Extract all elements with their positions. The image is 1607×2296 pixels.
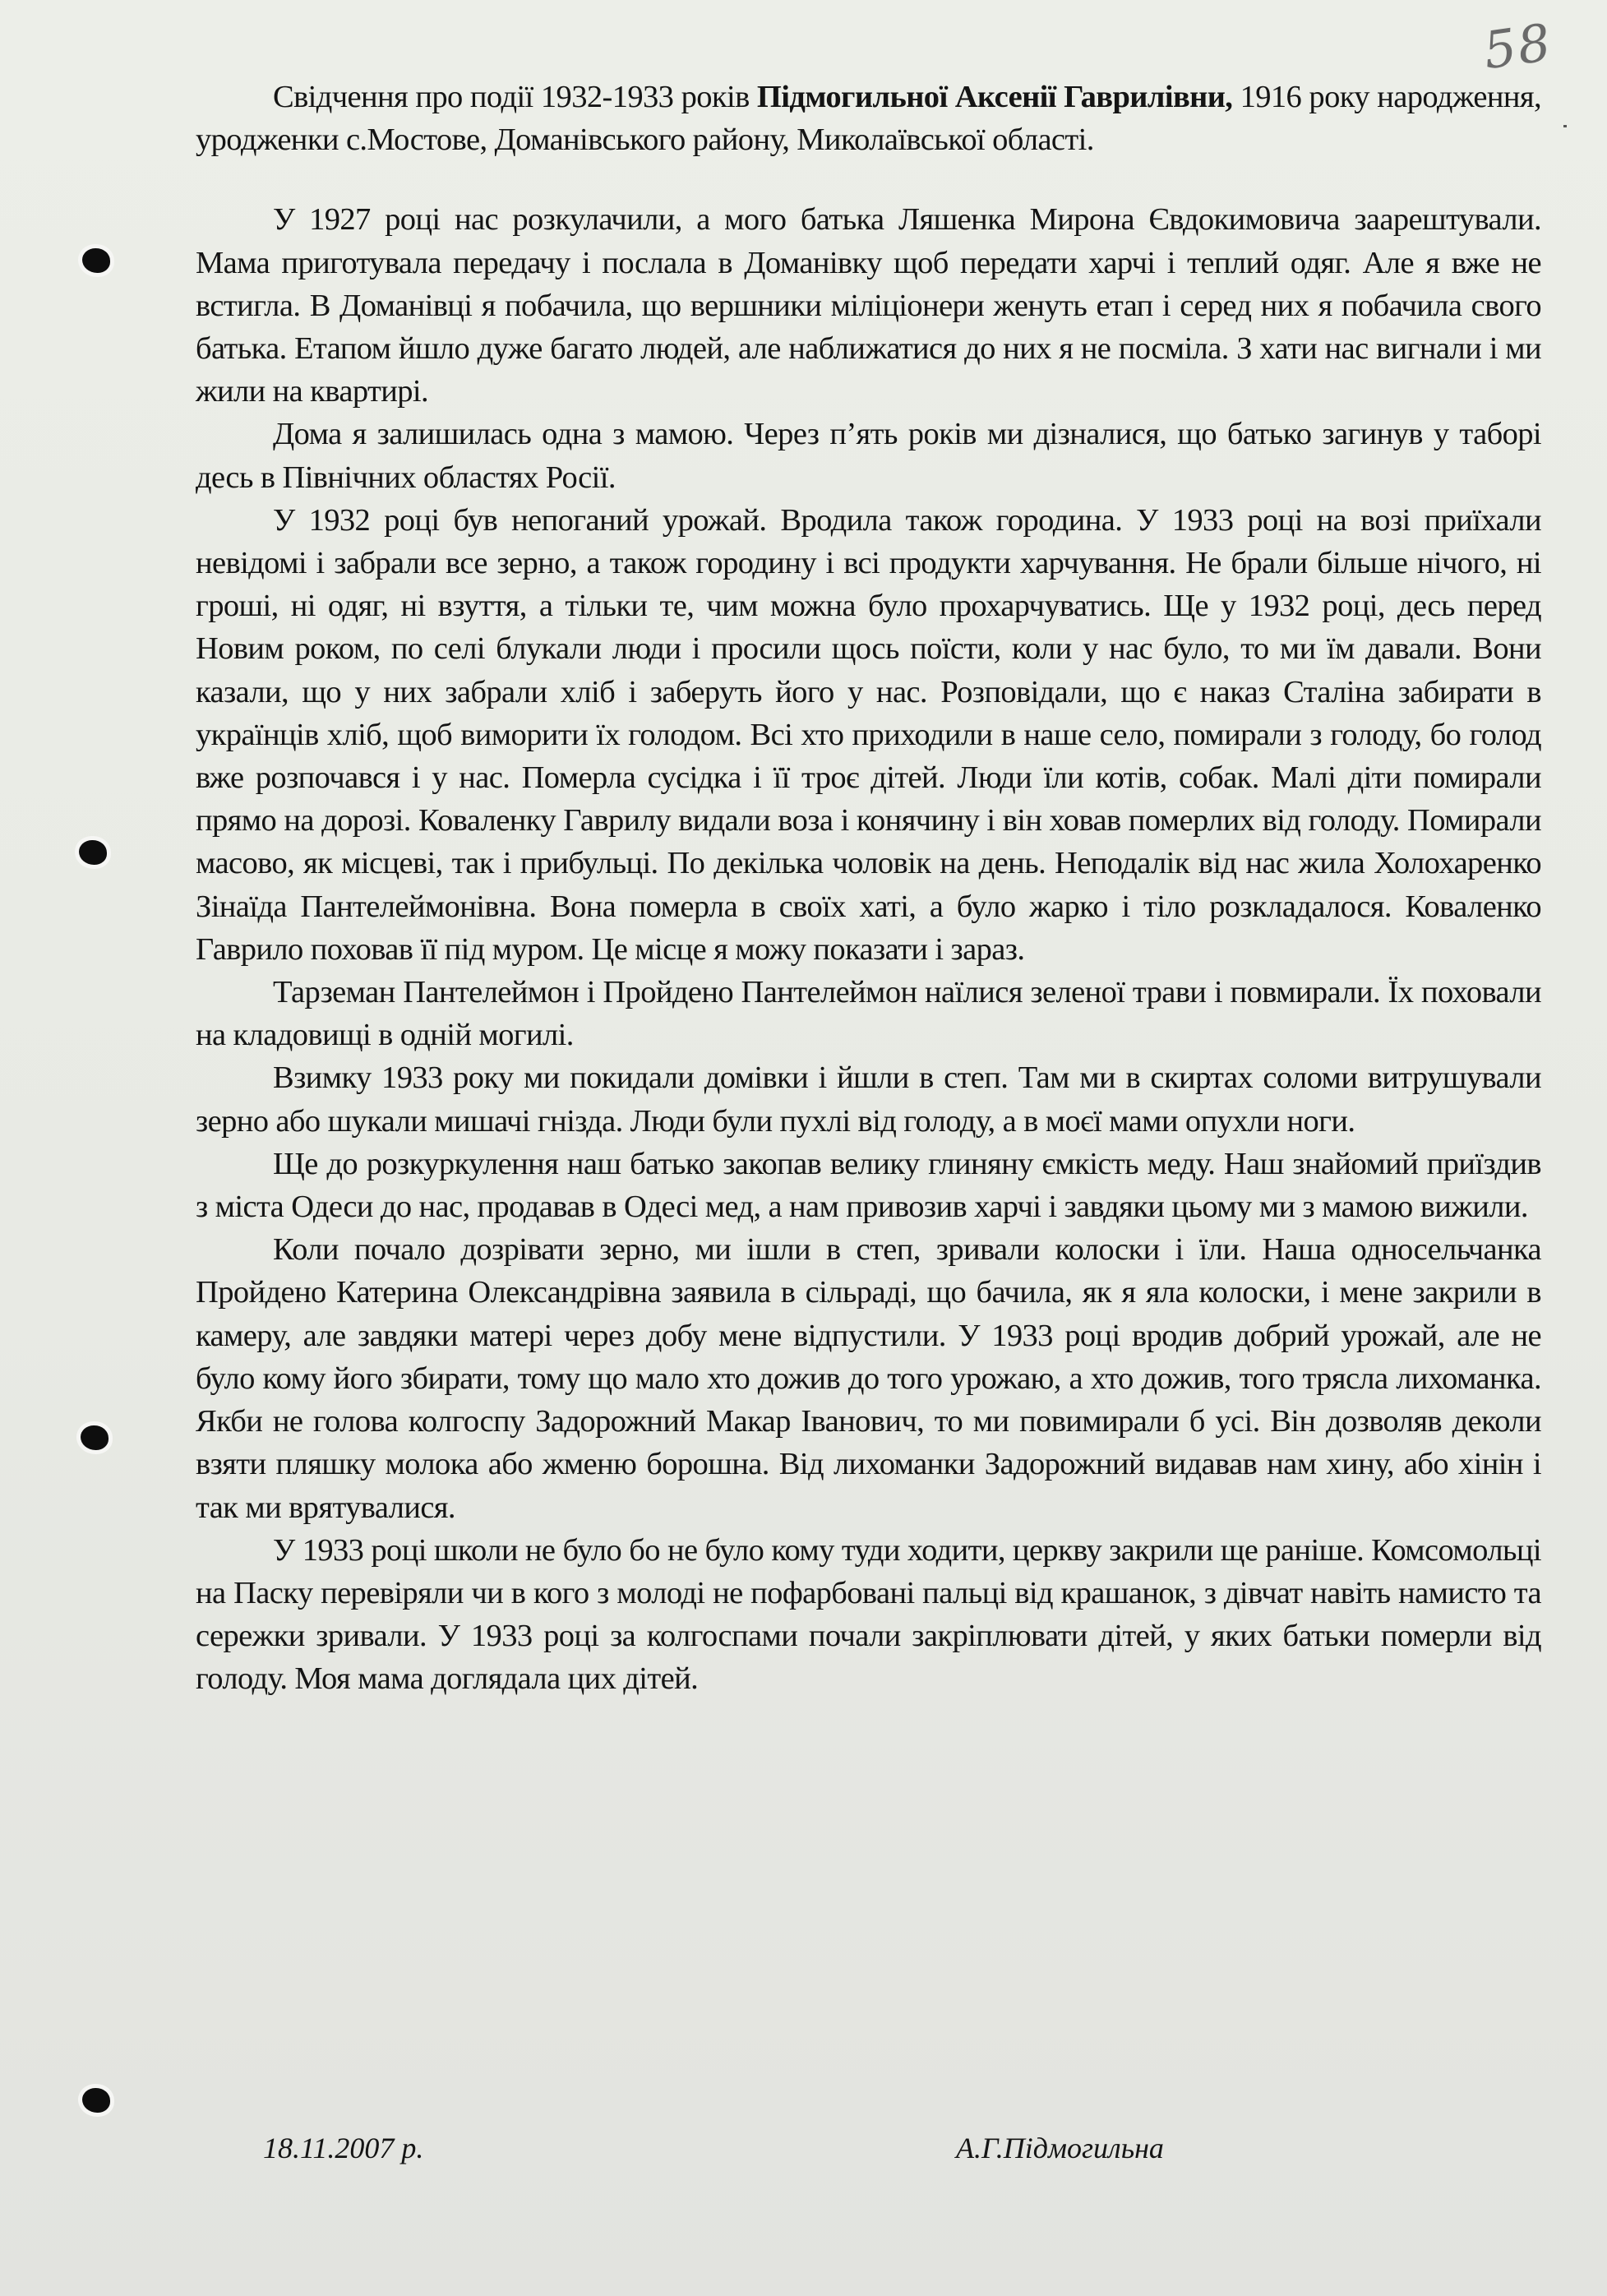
handwritten-page-number: 58	[1480, 12, 1556, 81]
signature-name: А.Г.Підмогильна	[956, 2132, 1164, 2164]
paragraph: Тарземан Пантелеймон і Пройдено Пантелеймон наїлися зеленої трави і повмирали. Їх поховали на кладовищі в одній могилі.	[196, 975, 1541, 1053]
document-heading	[196, 76, 1541, 161]
paragraph: Ще до розкуркулення наш батько закопав велику глиняну ємкість меду. Наш знайомий приїздив з міста Одеси до нас, продавав в Одесі мед, а нам привозив харчі і завдяки цьому ми з мамою вижили.	[196, 1146, 1541, 1225]
paragraph: Дома я залишилась одна з мамою. Через п’ять років ми дізналися, що батько загинув у таборі десь в Північних областях Росії.	[196, 417, 1541, 495]
stray-mark	[1563, 125, 1567, 127]
paragraph: У 1933 році школи не було бо не було кому туди ходити, церкву закрили ще раніше. Комсомольці на Паску перевіряли чи в кого з молоді не пофарбовані пальці від крашанок, з дівчат навіть намисто та сережки зривали. У 1933 році за колгоспами почали закріплювати дітей, у яких батьки померли від голоду. Моя мама доглядала цих дітей.	[196, 1532, 1541, 1697]
punch-hole	[79, 840, 107, 865]
punch-hole	[81, 1425, 109, 1450]
punch-hole	[82, 248, 110, 273]
signature-date: 18.11.2007 р.	[263, 2132, 424, 2164]
paragraph: У 1927 році нас розкулачили, а мого батька Ляшенка Мирона Євдокимовича заарештували. Мама приготувала передачу і послала в Доманівку щоб передати харчі і теплий одяг. Але я вже не встигла. В Доманівці я побачила, що вершники міліціонери женуть етап і серед них я побачила свого батька. Етапом йшло дуже багато людей, але наближатися до них я не посміла. З хати нас вигнали і ми жили на квартирі.	[196, 202, 1541, 409]
paragraph: Коли почало дозрівати зерно, ми ішли в степ, зривали колоски і їли. Наша односельчанка Пройдено Катерина Олександрівна заявила в сільраді, що бачила, як я яла колоски, і мене закрили в камеру, але завдяки матері через добу мене відпустили. У 1933 році вродив добрий урожай, але не було кому його збирати, тому що мало хто дожив до того урожаю, а хто дожив, того трясла лихоманка. Якби не голова колгоспу Задорожний Макар Іванович, то ми повимирали б усі. Він дозволяв деколи взяти пляшку молока або жменю борошна. Від лихоманки Задорожний видавав нам хину, або хінін і так ми врятувалися.	[196, 1232, 1541, 1525]
witness-name: Підмогильної Аксенії Гаврилівни,	[756, 80, 1233, 114]
punch-hole	[82, 2088, 110, 2113]
heading-lead: Свідчення про події 1932-1933 років	[273, 80, 757, 114]
paragraph: Взимку 1933 року ми покидали домівки і йшли в степ. Там ми в скиртах соломи витрушували зерно або шукали мишачі гнізда. Люди були пухлі від голоду, а в моєї мами опухли ноги.	[196, 1060, 1541, 1139]
paragraph: У 1932 році був непоганий урожай. Вродила також городина. У 1933 році на возі приїхали невідомі і забрали все зерно, а також городину і всі продукти харчування. Не брали більше нічого, ні гроші, ні одяг, ні взуття, а тільки те, чим можна було прохарчуватись. Ще у 1932 році, десь перед Новим роком, по селі блукали люди і просили щось поїсти, коли у нас було, то ми їм давали. Вони казали, що у них забрали хліб і заберуть його у нас. Розповідали, що є наказ Сталіна забирати в українців хліб, щоб виморити їх голодом. Всі хто приходили в наше село, помирали з голоду, бо голод вже розпочався і у нас. Померла сусідка і її троє дітей. Люди їли котів, собак. Малі діти помирали прямо на дорозі. Коваленку Гаврилу видали воза і конячину і він ховав померлих від голоду. Помирали масово, як місцеві, так і прибульці. По декілька чоловік на день. Неподалік від нас жила Холохаренко Зінаїда Пантелеймонівна. Вона померла в своїх хаті, а було жарко і тіло розкладалося. Коваленко Гаврило поховав її під муром. Це місце я можу показати і зараз.	[196, 502, 1541, 967]
testimony-body	[196, 76, 1541, 1701]
signature-row	[263, 2131, 1249, 2172]
heading-details: 1916 року народження, уродженки с.Мостове, Доманівського району, Миколаївської області.	[196, 80, 1541, 158]
